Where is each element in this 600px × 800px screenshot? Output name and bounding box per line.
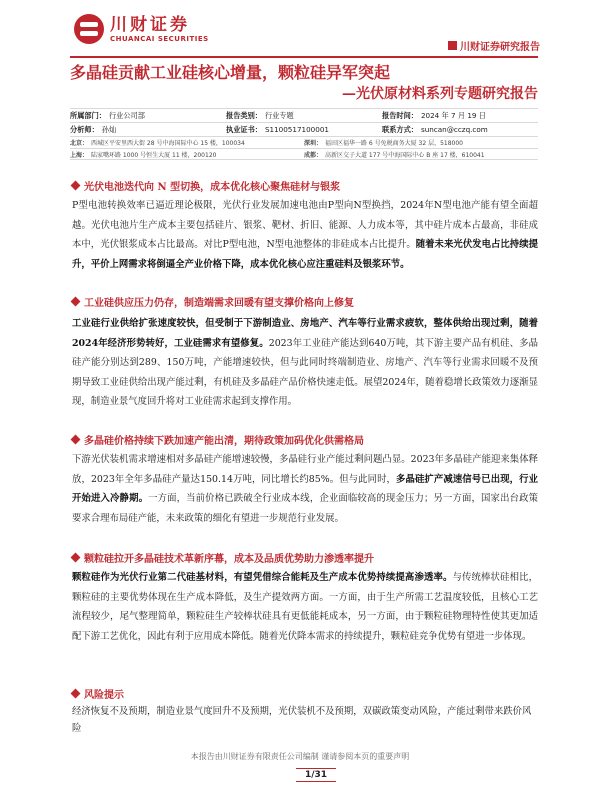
info-value: S1100517100001 (264, 125, 329, 134)
section-heading-text: 光伏电池迭代向 N 型切换，成本优化核心聚焦硅材与银浆 (84, 182, 341, 193)
paragraph-emphasis: 多晶硅扩产减速信号已出现，行业开始进入冷静期。 (72, 473, 538, 505)
diamond-bullet-icon (71, 297, 81, 307)
brand-name-cn: 川财证券 (110, 14, 190, 35)
paragraph-text: 下游光伏装机需求增速相对多晶硅产能增速较慢，多晶硅行业产能过剩问题凸显。2023年多晶硅产能迎来集体释放，2023年全年多晶硅产量达150.14万吨，同比增长约85%。但与此同时， (72, 454, 538, 485)
section-heading (72, 432, 364, 447)
section-paragraph (72, 450, 538, 528)
address-value: 西城区平安里西大街 28 号中海国际中心 15 楼，100034 (91, 140, 245, 147)
paragraph-text: P型电池转换效率已逼近理论极限，光伏行业发展加速电池由P型向N型换挡，2024年N型电池产能有望全面超越。光伏电池片生产成本主要包括硅片、银浆、靶材、折旧、能源、人力成本等，其中硅片成本占最高，非硅成本中，光伏银浆成本占比最高。对比P型电池，N型电池整体的非硅成本占比提升。 (72, 200, 538, 251)
address-label: 深圳： (304, 140, 323, 147)
info-value: 行业公司部 (108, 110, 145, 120)
address-value: 高新区交子大道 177 号中海国际中心 B 座 17 楼，610041 (325, 151, 485, 159)
section-heading (72, 294, 354, 309)
report-title: 多晶硅贡献工业硅核心增量，颗粒硅异军突起 (70, 63, 391, 82)
diamond-bullet-icon (71, 181, 81, 191)
info-row (70, 108, 538, 122)
section-paragraph (72, 196, 538, 274)
info-value: 2024 年 7 月 19 日 (420, 110, 486, 120)
section-heading (72, 550, 374, 565)
section-heading (72, 178, 340, 193)
footer-disclaimer: 本报告由川财证券有限责任公司编制 谨请参阅本页的重要声明 (190, 752, 410, 761)
risk-paragraph: 经济恢复不及预期，制造业景气度回升不及预期，光伏装机不及预期，双碳政策变动风险，产能过剩带来跌价风险 (72, 706, 532, 734)
info-label: 分析师： (70, 124, 99, 134)
address-value: 陆家嘴环路 1000 号恒生大厦 11 楼，200120 (91, 151, 217, 159)
section-heading-text: 颗粒硅拉开多晶硅技术革新序幕，成本及品质优势助力渗透率提升 (84, 554, 374, 565)
diamond-bullet-icon (71, 689, 81, 699)
address-label: 北京： (70, 140, 89, 147)
brand-logo (74, 14, 209, 44)
info-label: 联系方式： (382, 124, 418, 134)
paragraph-text: 一方面，当前价格已跌破全行业成本线，企业面临较高的现金压力；另一方面，国家出台政策要求合理布局硅产能，未来政策的细化有望进一步规范行业发展。 (72, 493, 538, 524)
info-table (70, 108, 538, 160)
diamond-bullet-icon (71, 553, 81, 563)
report-series: —光伏原材料系列专题研究报告 (342, 86, 538, 102)
address-label: 成都： (304, 151, 323, 159)
info-row (70, 122, 538, 136)
square-icon (448, 41, 457, 50)
info-value: 孙灿 (101, 124, 117, 134)
paragraph-emphasis: 颗粒硅作为光伏行业第二代硅基材料，有望凭借综合能耗及生产成本优势持续提高渗透率。 (72, 572, 453, 583)
paragraph-emphasis: 随着未来光伏发电占比持续提升，平价上网需求将倒逼全产业价格下降，成本优化核心应注重硅料及银浆环节。 (72, 239, 538, 270)
info-label: 执业证书： (226, 124, 262, 134)
paragraph-emphasis: 工业硅行业供给扩张速度较快，但受制于下游制造业、房地产、汽车等行业需求疲软，整体供给出现过剩，随着2024年经济形势转好，工业硅需求有望修复。 (72, 318, 538, 349)
info-label: 所属部门： (70, 110, 106, 120)
section-heading-text: 风险提示 (84, 690, 124, 701)
address-value: 福田区福华一路 6 号免税商务大厦 32 层，518000 (325, 140, 464, 147)
chuancai-logo-icon (74, 14, 104, 44)
section-paragraph (72, 314, 538, 412)
paragraph-text: 与传统棒状硅相比，颗粒硅的主要优势体现在生产成本降低，及生产提效两方面。一方面，由于生产所需工艺温度较低，且核心工艺流程较少，尾气整理简单，颗粒硅生产较棒状硅具有更低能耗成本，另一方面，由于颗粒硅物理特性使其更加适配下游工艺优化，因此有利于应用成本降低。随着光伏降本需求的持续提升，颗粒硅竞争优势有望进一步体现。 (72, 572, 538, 642)
report-type-label: 川财证券研究报告 (460, 42, 540, 53)
brand-name-en: CHUANCAI SECURITIES (110, 34, 209, 43)
page-header (0, 0, 600, 66)
info-label: 报告类别： (226, 110, 262, 120)
diamond-bullet-icon (71, 435, 81, 445)
page-number: 1/31 (296, 768, 336, 782)
section-heading (72, 686, 124, 701)
header-divider (70, 56, 538, 58)
address-row (70, 136, 538, 148)
section-heading-text: 工业硅供应压力仍存，制造端需求回暖有望支撑价格向上修复 (84, 298, 354, 309)
paragraph-text: 2023年工业硅产能达到640万吨，其下游主要产品有机硅、多晶硅产能分别达到289、150万吨，产能增速较快，但与此同时终端制造业、房地产、汽车等行业需求回暖不及预期导致工业硅供给出现产能过剩，有机硅及多晶硅产品价格快速走低。展望2024年，随着稳增长政策效力逐渐显现，制造业景气度回升将对工业硅需求起到支撑作用。 (72, 337, 538, 408)
info-value: 行业专题 (264, 110, 294, 120)
address-row (70, 148, 538, 160)
info-email[interactable]: suncan@cczq.com (420, 125, 488, 134)
section-paragraph (72, 568, 538, 646)
address-label: 上海： (70, 151, 89, 159)
section-heading-text: 多晶硅价格持续下跌加速产能出清，期待政策加码优化供需格局 (84, 436, 364, 447)
info-label: 报告时间： (382, 110, 418, 120)
report-type-tag (448, 38, 540, 53)
